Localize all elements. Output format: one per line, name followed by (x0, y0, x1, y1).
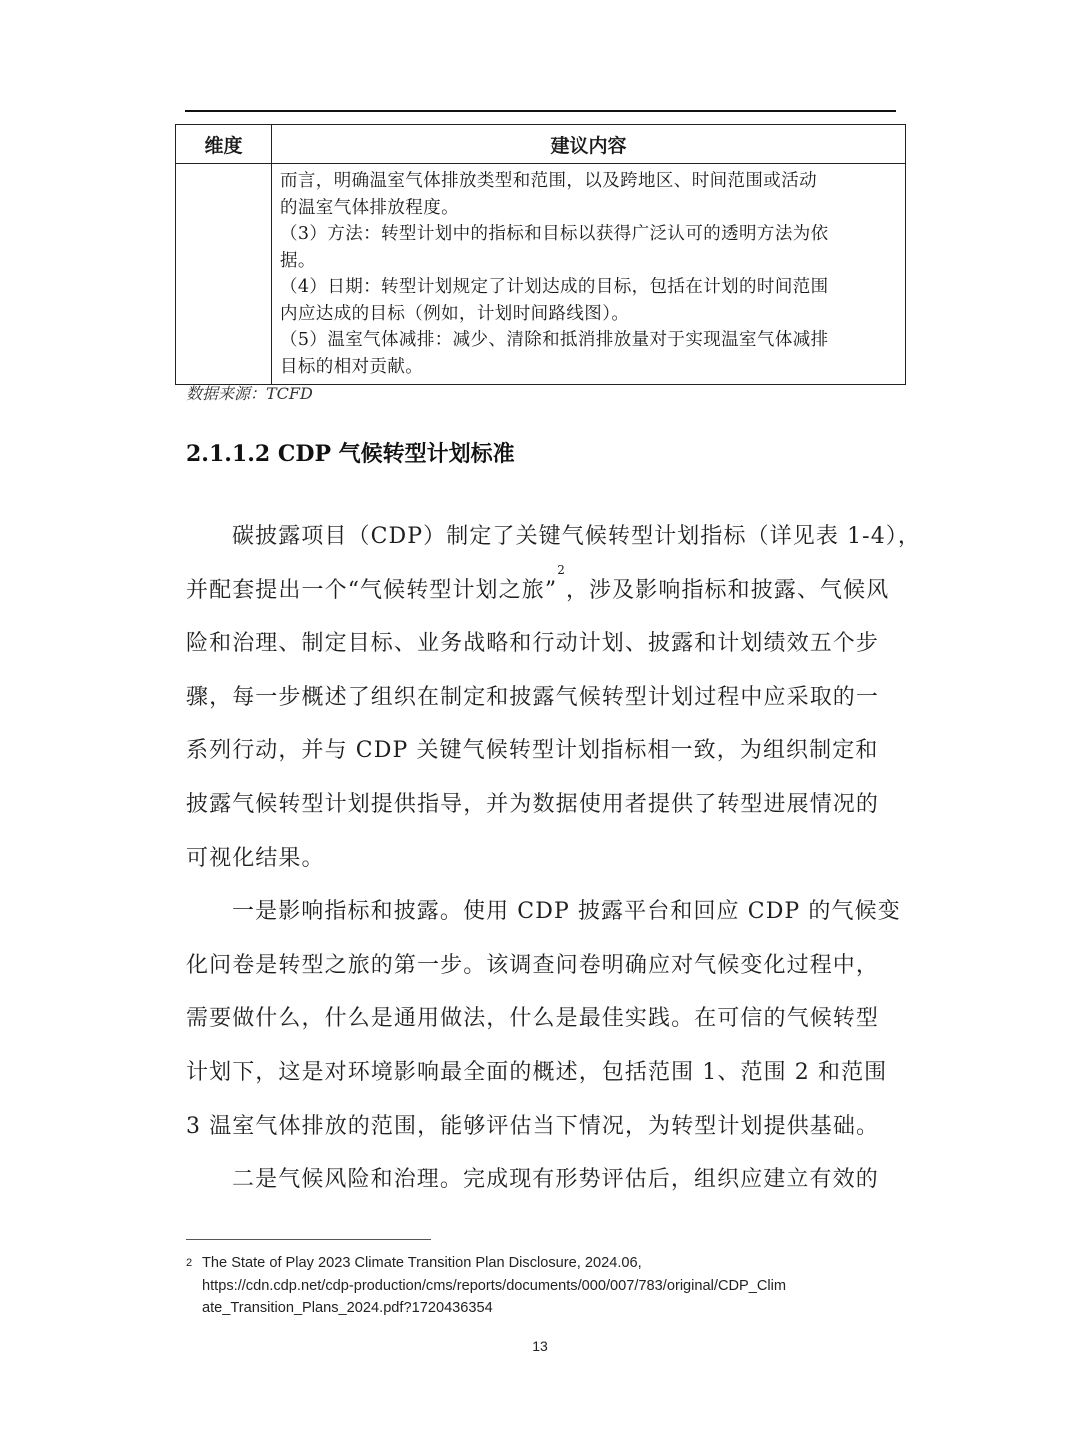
page-number: 13 (532, 1338, 548, 1354)
footnote-mark: 2 (186, 1257, 193, 1269)
table-cell-content (272, 164, 906, 385)
section-heading: 2.1.1.2 CDP 气候转型计划标准 (186, 441, 515, 467)
table-cell-line: 内应达成的目标（例如，计划时间路线图）。 (280, 303, 630, 324)
footnote-line (186, 1252, 896, 1275)
paragraph-line: 披露气候转型计划提供指导，并为数据使用者提供了转型进展情况的 (186, 791, 880, 817)
paragraph-line: 碳披露项目（CDP）制定了关键气候转型计划指标（详见表 1-4）， (232, 524, 921, 549)
table-header-content: 建议内容 (272, 125, 906, 164)
paragraph-line: 计划下，这是对环境影响最全面的概述，包括范围 1、范围 2 和范围 (186, 1059, 888, 1085)
footnote-reference[interactable]: 2 (557, 562, 566, 577)
paragraph-line-part: ，涉及影响指标和披露、气候风 (565, 577, 890, 603)
body-text (186, 510, 921, 1207)
header-rule (185, 110, 896, 112)
footnote-separator (186, 1239, 431, 1240)
table-cell-line: （4）日期：转型计划规定了计划达成的目标，包括在计划的时间范围 (280, 277, 829, 297)
paragraph-line: 一是影响指标和披露。使用 CDP 披露平台和回应 CDP 的气候变 (232, 899, 901, 925)
table-source-note: 数据来源：TCFD (186, 384, 313, 403)
footnote-text: The State of Play 2023 Climate Transition Plan Disclosure, 2024.06, (202, 1255, 642, 1271)
paragraph-line-part: 并配套提出一个“气候转型计划之旅” (186, 577, 558, 603)
table-cell-line: 目标的相对贡献。 (280, 356, 424, 377)
paragraph-line: 险和治理、制定目标、业务战略和行动计划、披露和计划绩效五个步 (186, 631, 880, 657)
table-row (176, 164, 906, 385)
table-cell-line: 的温室气体排放程度。 (280, 197, 459, 218)
paragraph-line: 需要做什么，什么是通用做法，什么是最佳实践。在可信的气候转型 (186, 1006, 880, 1032)
recommendation-table (175, 124, 906, 385)
table-cell-dimension (176, 164, 272, 385)
paragraph-line: 3 温室气体排放的范围，能够评估当下情况，为转型计划提供基础。 (186, 1113, 880, 1139)
paragraph-line: 系列行动，并与 CDP 关键气候转型计划指标相一致，为组织制定和 (186, 738, 879, 764)
paragraph-line: 可视化结果。 (186, 845, 325, 871)
paragraph-line (186, 564, 898, 618)
footnote-link[interactable]: https://cdn.cdp.net/cdp-production/cms/reports/documents/000/007/783/original/CDP_Clim (202, 1277, 787, 1294)
table-cell-line: 据。 (280, 250, 316, 271)
paragraph-line: 骤，每一步概述了组织在制定和披露气候转型计划过程中应采取的一 (186, 684, 880, 710)
table-cell-line: （3）方法：转型计划中的指标和目标以获得广泛认可的透明方法为依 (280, 224, 829, 244)
paragraph-line: 化问卷是转型之旅的第一步。该调查问卷明确应对气候变化过程中， (186, 952, 880, 978)
paragraph-line: 二是气候风险和治理。完成现有形势评估后，组织应建立有效的 (232, 1167, 879, 1193)
table-cell-line: （5）温室气体减排：减少、清除和抵消排放量对于实现温室气体减排 (280, 330, 829, 350)
footnote (186, 1252, 896, 1320)
table-cell-line: 而言，明确温室气体排放类型和范围，以及跨地区、时间范围或活动 (280, 171, 817, 191)
table-header-row (176, 125, 906, 164)
footnote-link-continued[interactable]: ate_Transition_Plans_2024.pdf?1720436354 (202, 1300, 493, 1316)
table-header-dimension: 维度 (176, 125, 272, 164)
